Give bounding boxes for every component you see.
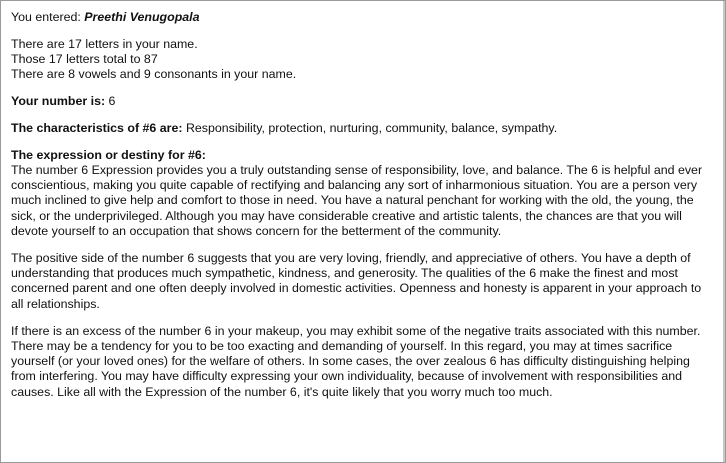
- vowel-consonant-text: There are 8 vowels and 9 consonants in your name.: [11, 67, 297, 81]
- number-label: Your number is:: [11, 94, 106, 108]
- result-content: [11, 10, 715, 412]
- entered-name: Preethi Venugopala: [84, 10, 200, 24]
- name-statistics: [11, 37, 715, 82]
- panel-edge: [723, 1, 725, 462]
- positive-side-paragraph: The positive side of the number 6 suggests that you are very loving, friendly, and appreciative of others. You have a depth of understanding that produces much sympathetic, kindness, and generosity. The qualities of the 6 make the finest and most concerned parent and one often deeply involved in domestic activities. Openness and honesty is apparent in your approach to all relationships.: [11, 251, 702, 311]
- expression-paragraph: The number 6 Expression provides you a truly outstanding sense of responsibility, love, and balance. The 6 is helpful and ever conscientious, making you quite capable of rectifying and balancing any sort of inharmonious situation. You are a person very much inclined to give help and comfort to those in need. You have a natural penchant for working with the old, the young, the sick, or the underprivileged. Although you may have considerable creative and artistic talents, the chances are that you will devote yourself to an occupation that shows concern for the betterment of the community.: [11, 163, 703, 238]
- characteristics-label: The characteristics of #6 are:: [11, 121, 183, 135]
- letter-count-text: There are 17 letters in your name.: [11, 37, 198, 51]
- entered-name-line: [11, 10, 715, 25]
- entered-label: You entered:: [11, 10, 81, 24]
- number-value: 6: [108, 94, 116, 108]
- expression-title: The expression or destiny for #6:: [11, 148, 206, 162]
- characteristics-value: Responsibility, protection, nurturing, community, balance, sympathy.: [185, 121, 558, 135]
- letter-total-text: Those 17 letters total to 87: [11, 52, 158, 66]
- number-line: [11, 94, 715, 109]
- characteristics-line: [11, 121, 715, 136]
- excess-paragraph: If there is an excess of the number 6 in your makeup, you may exhibit some of the negative traits associated with this number. There may be a tendency for you to be too exacting and demanding of yourself. In this regard, you may at times sacrifice yourself (or your loved ones) for the welfare of others. In some cases, the over zealous 6 has difficulty distinguishing helping from interfering. You may have difficulty expressing your own individuality, because of involvement with responsibilities and causes. Like all with the Expression of the number 6, it's quite likely that you worry much too much.: [11, 323, 701, 399]
